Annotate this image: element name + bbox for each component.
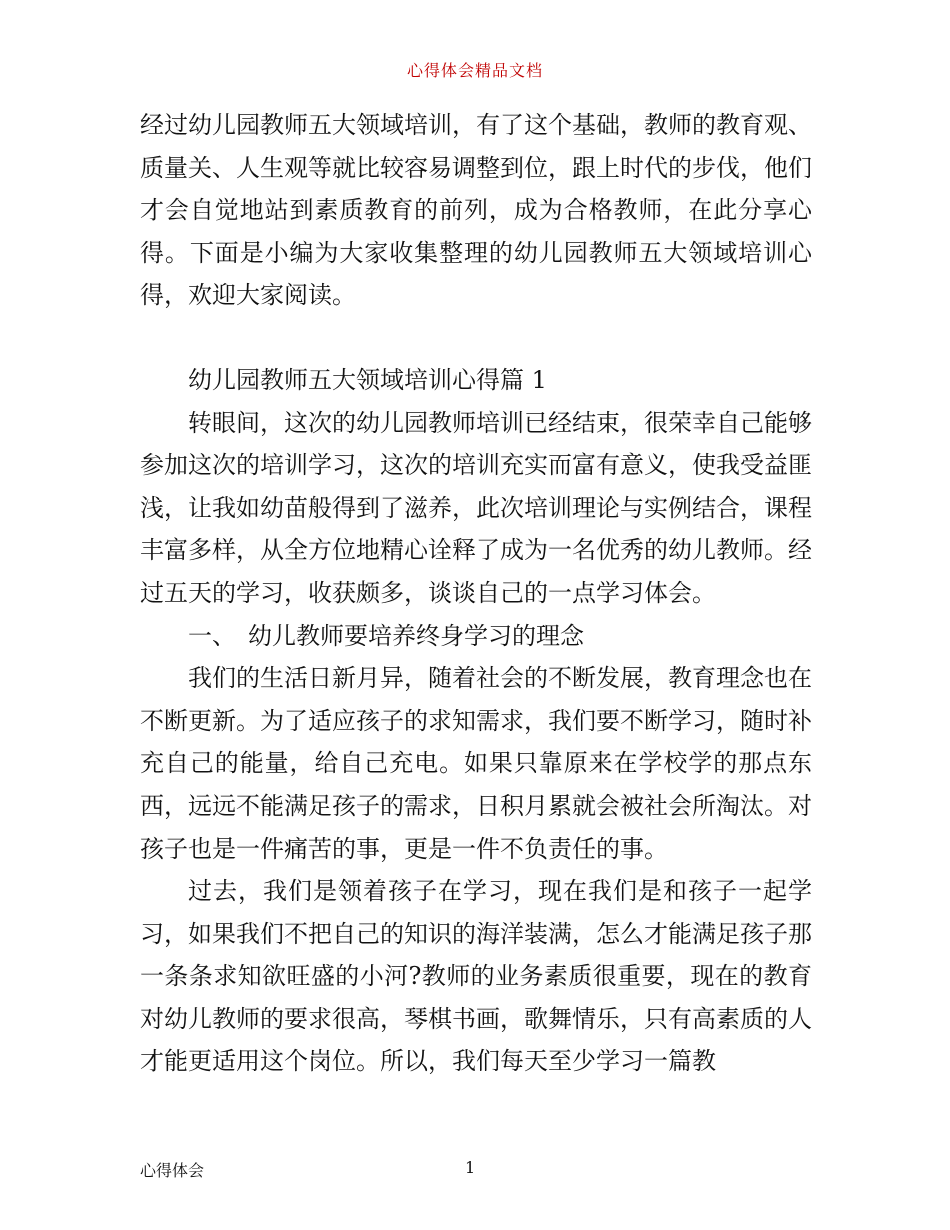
paragraph-spacer [140,317,812,359]
section-title: 幼儿园教师五大领域培训心得篇 1 [188,365,547,394]
page-header: 心得体会精品文档 [406,61,543,80]
intro-paragraph: 经过幼儿园教师五大领域培训，有了这个基础，教师的教育观、质量关、人生观等就比较容易调整到位，跟上时代的步伐，他们才会自觉地站到素质教育的前列，成为合格教师，在此分享心得。下面是小编为大家收集整理的幼儿园教师五大领域培训心得，欢迎大家阅读。 [140,111,812,310]
page-footer-label: 心得体会 [140,1161,205,1180]
subheading-1: 一、 幼儿教师要培养终身学习的理念 [188,621,584,650]
paragraph-2: 我们的生活日新月异，随着社会的不断发展，教育理念也在不断更新。为了适应孩子的求知需求，我们要不断学习，随时补充自己的能量，给自己充电。如果只靠原来在学校学的那点东西，远远不能满足孩子的需求，日积月累就会被社会所淘汰。对孩子也是一件痛苦的事，更是一件不负责任的事。 [140,664,812,863]
document-body [140,104,812,1083]
paragraph-1: 转眼间，这次的幼儿园教师培训已经结束，很荣幸自己能够参加这次的培训学习，这次的培训充实而富有意义，使我受益匪浅，让我如幼苗般得到了滋养，此次培训理论与实例结合，课程丰富多样，从全方位地精心诠释了成为一名优秀的幼儿教师。经过五天的学习，收获颇多，谈谈自己的一点学习体会。 [140,408,812,607]
paragraph-3: 过去，我们是领着孩子在学习，现在我们是和孩子一起学习，如果我们不把自己的知识的海洋装满，怎么才能满足孩子那一条条求知欲旺盛的小河?教师的业务素质很重要，现在的教育对幼儿教师的要求很高，琴棋书画，歌舞情乐，只有高素质的人才能更适用这个岗位。所以，我们每天至少学习一篇教 [140,877,812,1076]
page-number: 1 [465,1158,476,1177]
